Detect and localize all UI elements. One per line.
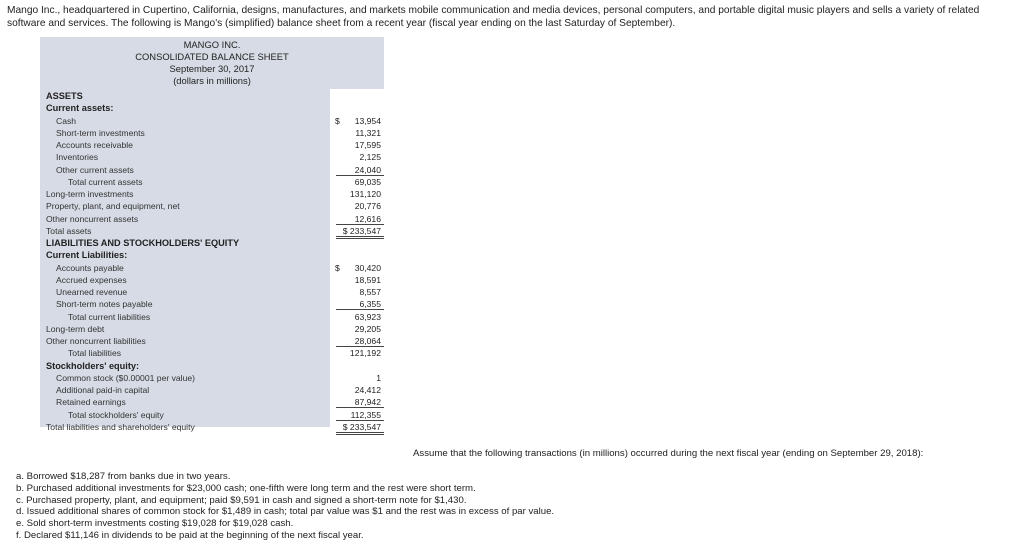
- assumption-text: Assume that the following transactions (in millions) occurred during the next fiscal year (ending on September 29, 2018):: [413, 448, 924, 459]
- row-label: Other noncurrent assets: [46, 213, 139, 224]
- balance-sheet-row: [40, 372, 384, 384]
- row-value: 24,040: [354, 164, 381, 175]
- row-value: 13,954: [354, 115, 381, 126]
- row-value: 8,557: [359, 287, 381, 297]
- balance-sheet-row: [40, 225, 384, 237]
- row-label: ASSETS: [46, 91, 83, 101]
- row-label: Additional paid-in capital: [56, 385, 150, 395]
- balance-sheet-row: [40, 360, 384, 372]
- row-value: 69,035: [354, 176, 381, 187]
- row-value: 28,064: [354, 336, 381, 346]
- balance-sheet-row: [40, 421, 384, 433]
- transaction-item: a. Borrowed $18,287 from banks due in two years.: [16, 471, 231, 482]
- row-value: 1: [376, 372, 381, 383]
- balance-sheet-row: [40, 396, 384, 408]
- row-label: Total liabilities and shareholders' equity: [46, 421, 195, 432]
- balance-sheet-row: [40, 274, 384, 286]
- row-label: Accounts receivable: [56, 140, 133, 150]
- dollar-sign: $: [335, 115, 340, 126]
- row-label: Stockholders' equity:: [46, 360, 140, 371]
- intro-paragraph: Mango Inc., headquartered in Cupertino, California, designs, manufactures, and markets mobile communication and media devices, personal computers, and portable digital music players and sells a variety of related software and services. The following is Mango's (simplified) balance sheet from a recent year (fiscal year ending on the last Saturday of September).: [7, 5, 980, 29]
- balance-sheet-row: [40, 164, 384, 176]
- row-label: Current Liabilities:: [46, 250, 128, 261]
- row-label: Other current assets: [56, 164, 134, 175]
- row-value: $ 233,547: [342, 421, 381, 432]
- row-label: Inventories: [56, 152, 99, 163]
- balance-sheet-row: [40, 262, 384, 274]
- balance-sheet-row: [40, 249, 384, 261]
- row-value: 24,412: [354, 385, 381, 395]
- row-value: $ 233,547: [342, 225, 381, 236]
- row-value: 63,923: [354, 311, 381, 322]
- balance-sheet-row: [40, 139, 384, 151]
- row-label: Retained earnings: [56, 397, 126, 408]
- balance-sheet-row: [40, 335, 384, 347]
- balance-sheet-row: [40, 323, 384, 335]
- balance-sheet-row: [40, 409, 384, 421]
- balance-sheet-row: [40, 213, 384, 225]
- balance-sheet-row: [40, 384, 384, 396]
- row-label: Accounts payable: [56, 262, 124, 273]
- row-value: 29,205: [354, 323, 381, 334]
- transaction-item: c. Purchased property, plant, and equipment; paid $9,591 in cash and signed a short-term note for $1,430.: [16, 494, 467, 506]
- row-value: 2,125: [359, 152, 381, 163]
- balance-sheet-row: [40, 188, 384, 200]
- row-label: Property, plant, and equipment, net: [46, 201, 180, 212]
- balance-sheet-row: [40, 115, 384, 127]
- balance-sheet-row: [40, 347, 384, 359]
- balance-sheet: [40, 37, 384, 432]
- transaction-item: e. Sold short-term investments costing $19,028 for $19,028 cash.: [16, 518, 294, 530]
- row-label: Current assets:: [46, 103, 114, 114]
- row-value: 18,591: [354, 274, 381, 285]
- row-label: Total current assets: [68, 176, 143, 187]
- row-value: 12,616: [354, 213, 381, 224]
- transaction-item: b. Purchased additional investments for $23,000 cash; one-fifth were long term and the rest were short term.: [16, 482, 476, 494]
- row-label: Other noncurrent liabilities: [46, 336, 146, 346]
- balance-sheet-row: [40, 286, 384, 298]
- balance-sheet-row: [40, 102, 384, 114]
- dollar-sign: $: [335, 262, 340, 273]
- row-value: 17,595: [354, 140, 381, 150]
- row-label: Common stock ($0.00001 per value): [56, 372, 196, 383]
- row-label: Total liabilities: [68, 348, 122, 359]
- balance-sheet-row: [40, 237, 384, 249]
- row-label: Long-term investments: [46, 189, 134, 199]
- company-name: MANGO INC.: [183, 39, 241, 50]
- balance-sheet-row: [40, 151, 384, 163]
- row-label: Cash: [56, 115, 77, 126]
- balance-sheet-row: [40, 200, 384, 212]
- statement-title: CONSOLIDATED BALANCE SHEET: [135, 51, 289, 62]
- row-value: 30,420: [354, 262, 381, 273]
- balance-sheet-row: [40, 311, 384, 323]
- row-value: 6,355: [359, 299, 381, 310]
- row-label: Accrued expenses: [56, 274, 127, 285]
- statement-units: (dollars in millions): [173, 75, 251, 86]
- row-label: Short-term notes payable: [56, 299, 153, 310]
- row-label: Long-term debt: [46, 323, 105, 334]
- row-value: 131,120: [349, 189, 381, 199]
- transaction-item: d. Issued additional shares of common stock for $1,489 in cash; total par value was $1 and the rest was in excess of par value.: [16, 506, 555, 518]
- row-value: 20,776: [354, 201, 381, 212]
- transaction-list: [16, 471, 554, 542]
- row-label: LIABILITIES AND STOCKHOLDERS' EQUITY: [46, 238, 240, 248]
- row-value: 121,192: [349, 348, 381, 359]
- row-value: 87,942: [354, 397, 381, 408]
- row-label: Total current liabilities: [68, 311, 151, 322]
- balance-sheet-row: [40, 127, 384, 139]
- row-label: Total assets: [46, 225, 92, 236]
- transaction-item: f. Declared $11,146 in dividends to be paid at the beginning of the next fiscal year.: [16, 529, 364, 541]
- row-value: 11,321: [355, 127, 381, 138]
- row-label: Total stockholders' equity: [68, 409, 164, 420]
- row-label: Short-term investments: [56, 127, 145, 138]
- balance-sheet-row: [40, 176, 384, 188]
- balance-sheet-row: [40, 298, 384, 310]
- balance-sheet-header: [40, 37, 384, 89]
- row-label: Unearned revenue: [56, 287, 128, 297]
- balance-sheet-row: [40, 90, 384, 102]
- statement-date: September 30, 2017: [169, 63, 255, 74]
- row-value: 112,355: [350, 409, 381, 420]
